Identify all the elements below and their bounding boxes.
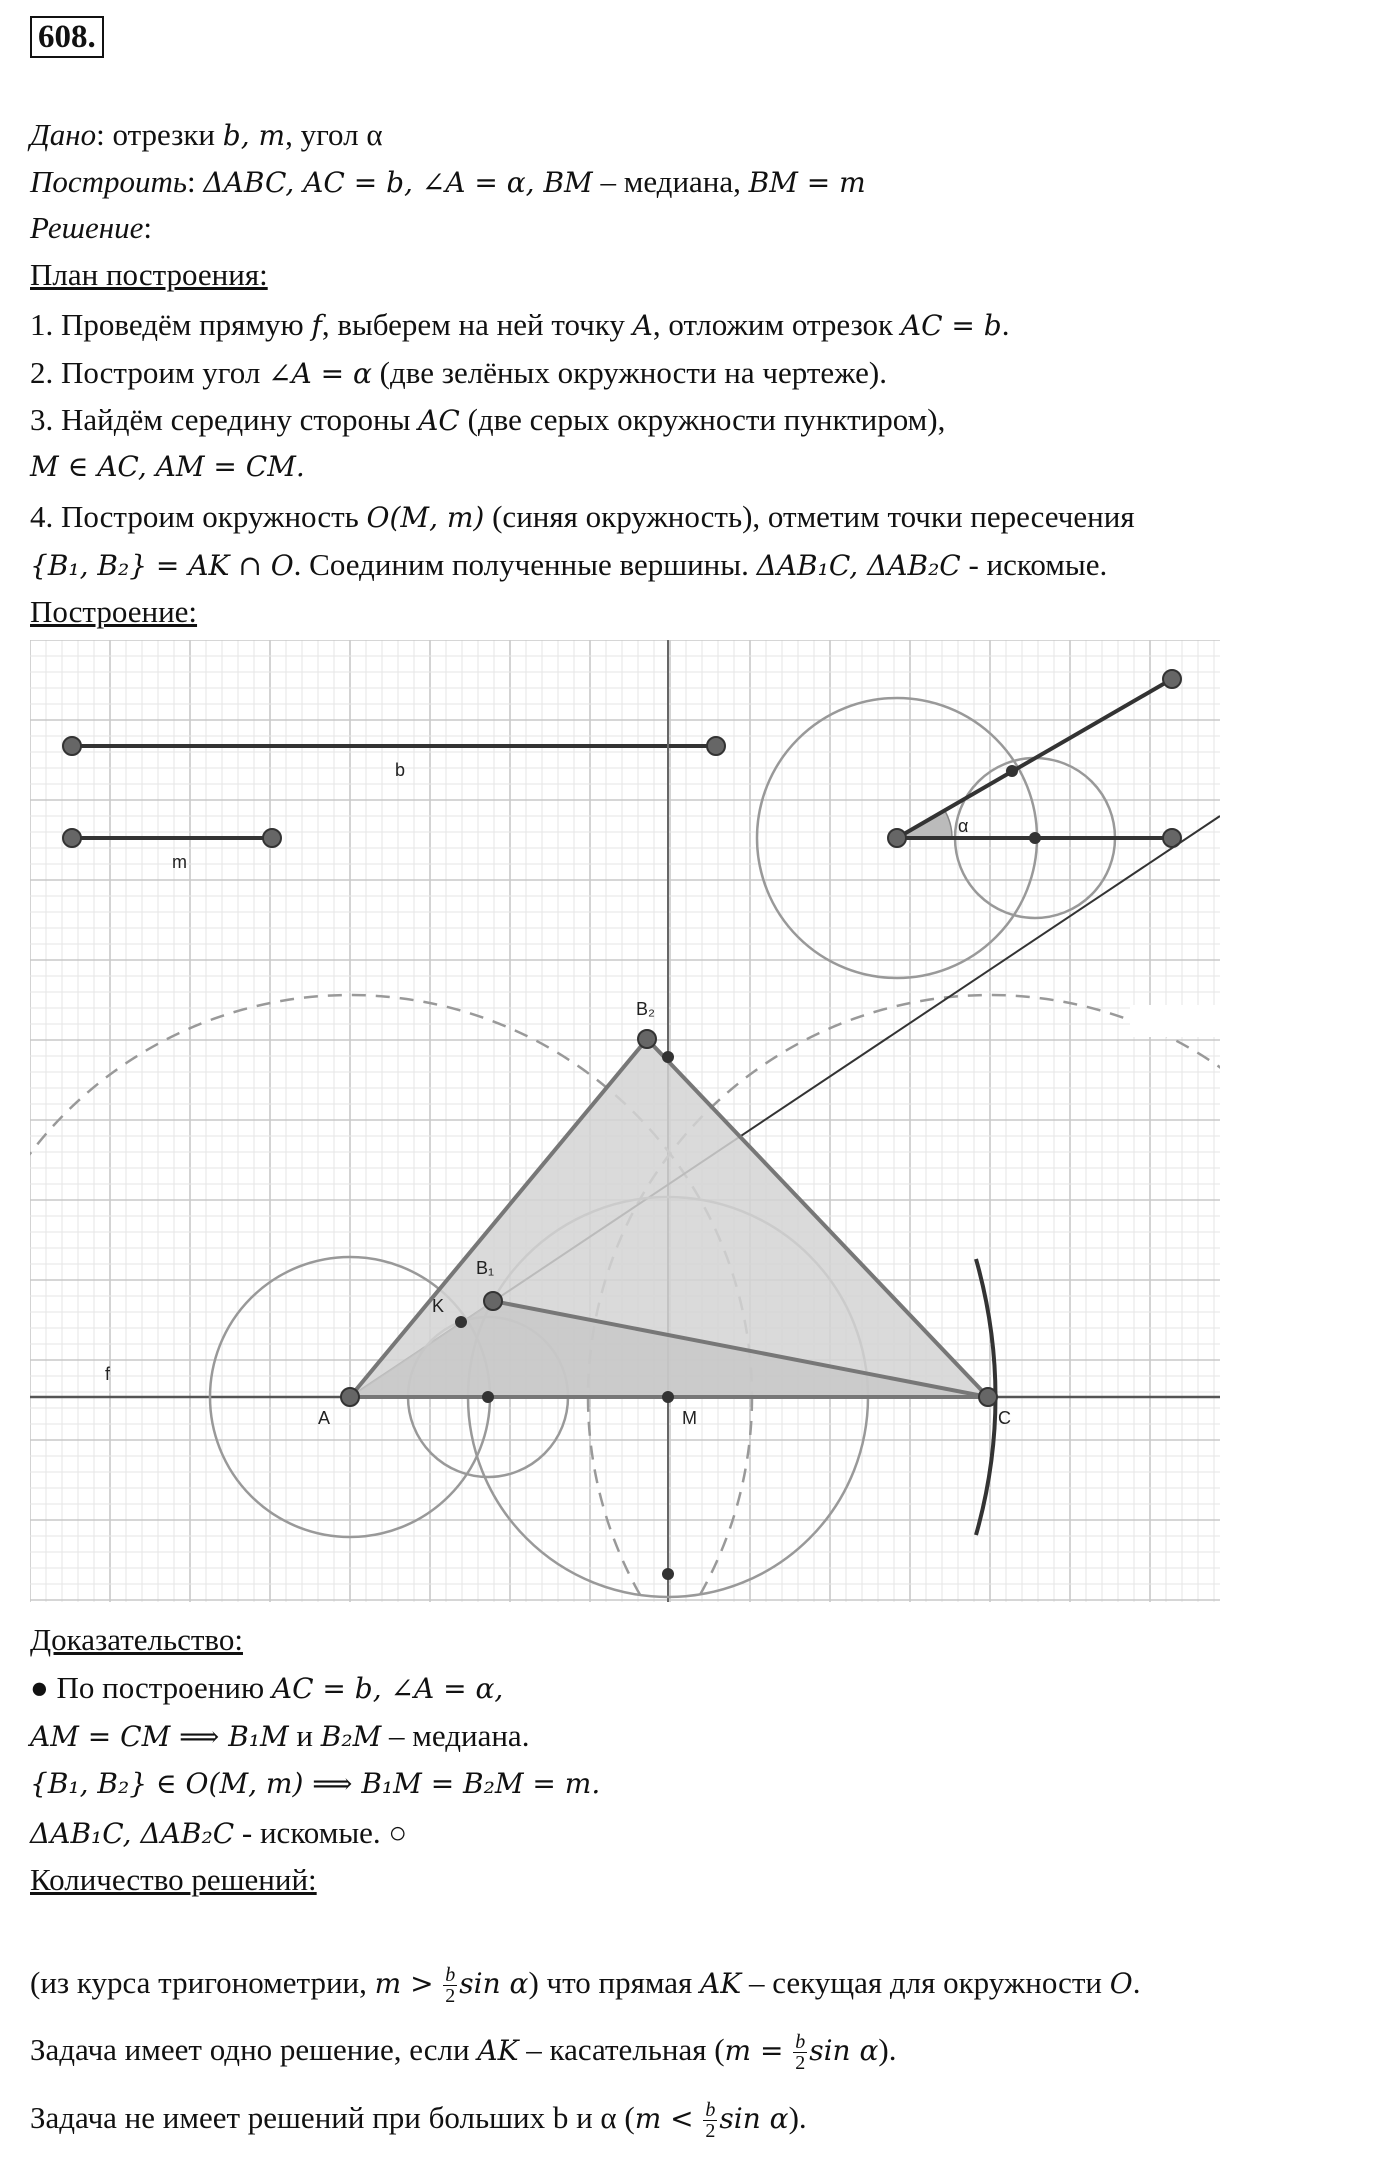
step-3-text-b: (две серых окружности пунктиром),	[459, 402, 946, 437]
step-3-math: AC	[418, 404, 460, 437]
segment-b-end-point	[707, 737, 725, 755]
label-b: b	[395, 760, 406, 780]
proof-heading: Доказательство:	[30, 1622, 243, 1657]
angle-inclined-end-point	[1163, 670, 1181, 688]
proof-text-4: - искомые. ○	[234, 1815, 408, 1850]
segment-m-start-point	[63, 829, 81, 847]
fraction-denominator: 2	[445, 1985, 456, 2008]
step-1-math-3: AC = b	[900, 309, 1002, 342]
given-text: : отрезки	[96, 117, 223, 152]
count-math-1b: sin α	[459, 1967, 529, 2000]
proof-text-1: ● По построению	[30, 1670, 272, 1705]
step-4-text-d: - искомые.	[960, 547, 1108, 582]
count-math-3b: sin α	[719, 2102, 789, 2135]
proof-math-2: AM = CM ⟹ B₁M	[30, 1720, 289, 1753]
problem-number: 608.	[30, 16, 104, 58]
step-4-math-3: ΔAB₁C, ΔAB₂C	[756, 549, 961, 582]
proof-line-4	[30, 1813, 407, 1854]
point-c	[979, 1388, 997, 1406]
step-2-text-b: (две зелёных окружности на чертеже).	[371, 355, 887, 390]
step-1-text: 1. Проведём прямую	[30, 307, 312, 342]
step-4-text-b: (синяя окружность), отметим точки пересечения	[484, 499, 1135, 534]
count-line-1	[30, 1963, 1141, 2006]
count-math-1c: AK	[700, 1967, 742, 2000]
proof-line-3: {B₁, B₂} ∈ O(M, m) ⟹ B₁M = B₂M = m.	[30, 1767, 601, 1800]
step-4-math-2: {B₁, B₂} = AK ∩ O	[30, 549, 294, 582]
step-4-line-2	[30, 545, 1107, 586]
fraction-b-over-2	[793, 2032, 807, 2073]
solution-line	[30, 208, 152, 248]
point-b2	[638, 1030, 656, 1048]
point-k	[455, 1316, 467, 1328]
count-math-2b: m =	[724, 2034, 784, 2067]
proof-text-2b: – медиана.	[381, 1718, 530, 1753]
count-text-1: (из курса тригонометрии,	[30, 1965, 375, 2000]
fraction-numerator: b	[705, 2099, 716, 2122]
count-math-2: AK	[477, 2034, 519, 2067]
count-text-2b: – касательная (	[518, 2032, 725, 2067]
count-math-3: m <	[634, 2102, 694, 2135]
solution-colon: :	[143, 210, 152, 245]
count-math-1: m >	[374, 1967, 434, 2000]
count-math-2c: sin α	[809, 2034, 879, 2067]
plan-heading: План построения:	[30, 257, 268, 292]
construct-label: Построить	[30, 164, 188, 199]
point-k-projection	[482, 1391, 494, 1403]
given-line	[30, 115, 383, 156]
proof-line-1	[30, 1668, 503, 1709]
count-math-1d: O	[1109, 1967, 1133, 2000]
segment-m-end-point	[263, 829, 281, 847]
segment-b-start-point	[63, 737, 81, 755]
construction-figure	[30, 640, 1220, 1602]
step-2	[30, 353, 887, 394]
label-b2: B₂	[636, 999, 655, 1019]
given-math: b, m	[222, 119, 286, 152]
label-a: A	[318, 1408, 331, 1428]
angle-vertex-point	[888, 829, 906, 847]
step-1-text-c: , отложим отрезок	[652, 307, 901, 342]
fraction-b-over-2	[443, 1965, 457, 2006]
label-alpha: α	[958, 816, 969, 836]
fraction-denominator: 2	[795, 2052, 806, 2075]
step-1	[30, 305, 1009, 346]
construct-math: ΔABC, AC = b, ∠A = α, BM	[203, 166, 593, 199]
step-1-math-2: A	[632, 309, 653, 342]
count-line-3	[30, 2098, 807, 2141]
step-2-text: 2. Построим угол	[30, 355, 269, 390]
point-b1	[484, 1292, 502, 1310]
label-k: K	[432, 1296, 445, 1316]
count-text-1b: ) что прямая	[528, 1965, 701, 2000]
solution-label: Решение	[30, 210, 144, 245]
step-4	[30, 497, 1135, 538]
fraction-numerator: b	[795, 2031, 806, 2054]
construct-text: :	[187, 164, 204, 199]
count-text-3b: ).	[788, 2100, 807, 2135]
count-text-1d: .	[1132, 1965, 1141, 2000]
step-3-line-2: M ∈ AC, AM = CM.	[30, 450, 305, 483]
angle-mark-point	[1029, 832, 1041, 844]
count-text-2: Задача имеет одно решение, если	[30, 2032, 478, 2067]
label-b1: B₁	[476, 1258, 495, 1278]
step-2-math: ∠A = α	[268, 357, 372, 390]
step-1-text-b: , выберем на ней точку	[321, 307, 633, 342]
point-m	[662, 1391, 674, 1403]
fraction-numerator: b	[445, 1964, 456, 1987]
point-dashed-bottom	[662, 1568, 674, 1580]
given-text2: , угол α	[285, 117, 383, 152]
angle-intersection-point	[1006, 765, 1018, 777]
fraction-denominator: 2	[705, 2120, 716, 2143]
step-1-text-d: .	[1001, 307, 1010, 342]
construction-heading: Построение:	[30, 594, 198, 629]
proof-math-2b: B₂M	[320, 1720, 382, 1753]
given-label: Дано	[30, 117, 97, 152]
label-f: f	[105, 1364, 111, 1384]
step-4-math: O(M, m)	[366, 501, 485, 534]
label-c: C	[998, 1408, 1011, 1428]
count-line-2	[30, 2030, 896, 2073]
fraction-b-over-2	[703, 2100, 717, 2141]
figure-white-mask	[1130, 1005, 1220, 1037]
step-4-text: 4. Построим окружность	[30, 499, 367, 534]
proof-math-4: ΔAB₁C, ΔAB₂C	[30, 1817, 235, 1850]
point-a	[341, 1388, 359, 1406]
step-3	[30, 400, 945, 441]
count-heading: Количество решений:	[30, 1862, 317, 1897]
proof-line-2	[30, 1716, 529, 1757]
point-dashed-top	[662, 1051, 674, 1063]
label-m-point: M	[682, 1408, 697, 1428]
construct-math2: BM = m	[748, 166, 866, 199]
step-3-text: 3. Найдём середину стороны	[30, 402, 419, 437]
proof-text-2: и	[288, 1718, 321, 1753]
proof-math-1: AC = b, ∠A = α,	[271, 1672, 504, 1705]
step-1-math: f	[311, 309, 322, 342]
count-text-3: Задача не имеет решений при больших b и α (	[30, 2100, 635, 2135]
count-text-1c: – секущая для окружности	[741, 1965, 1110, 2000]
construct-line	[30, 162, 866, 203]
construct-text2: – медиана,	[592, 164, 749, 199]
count-text-2c: ).	[878, 2032, 897, 2067]
step-4-text-c: . Соединим полученные вершины.	[293, 547, 757, 582]
label-m: m	[172, 852, 187, 872]
